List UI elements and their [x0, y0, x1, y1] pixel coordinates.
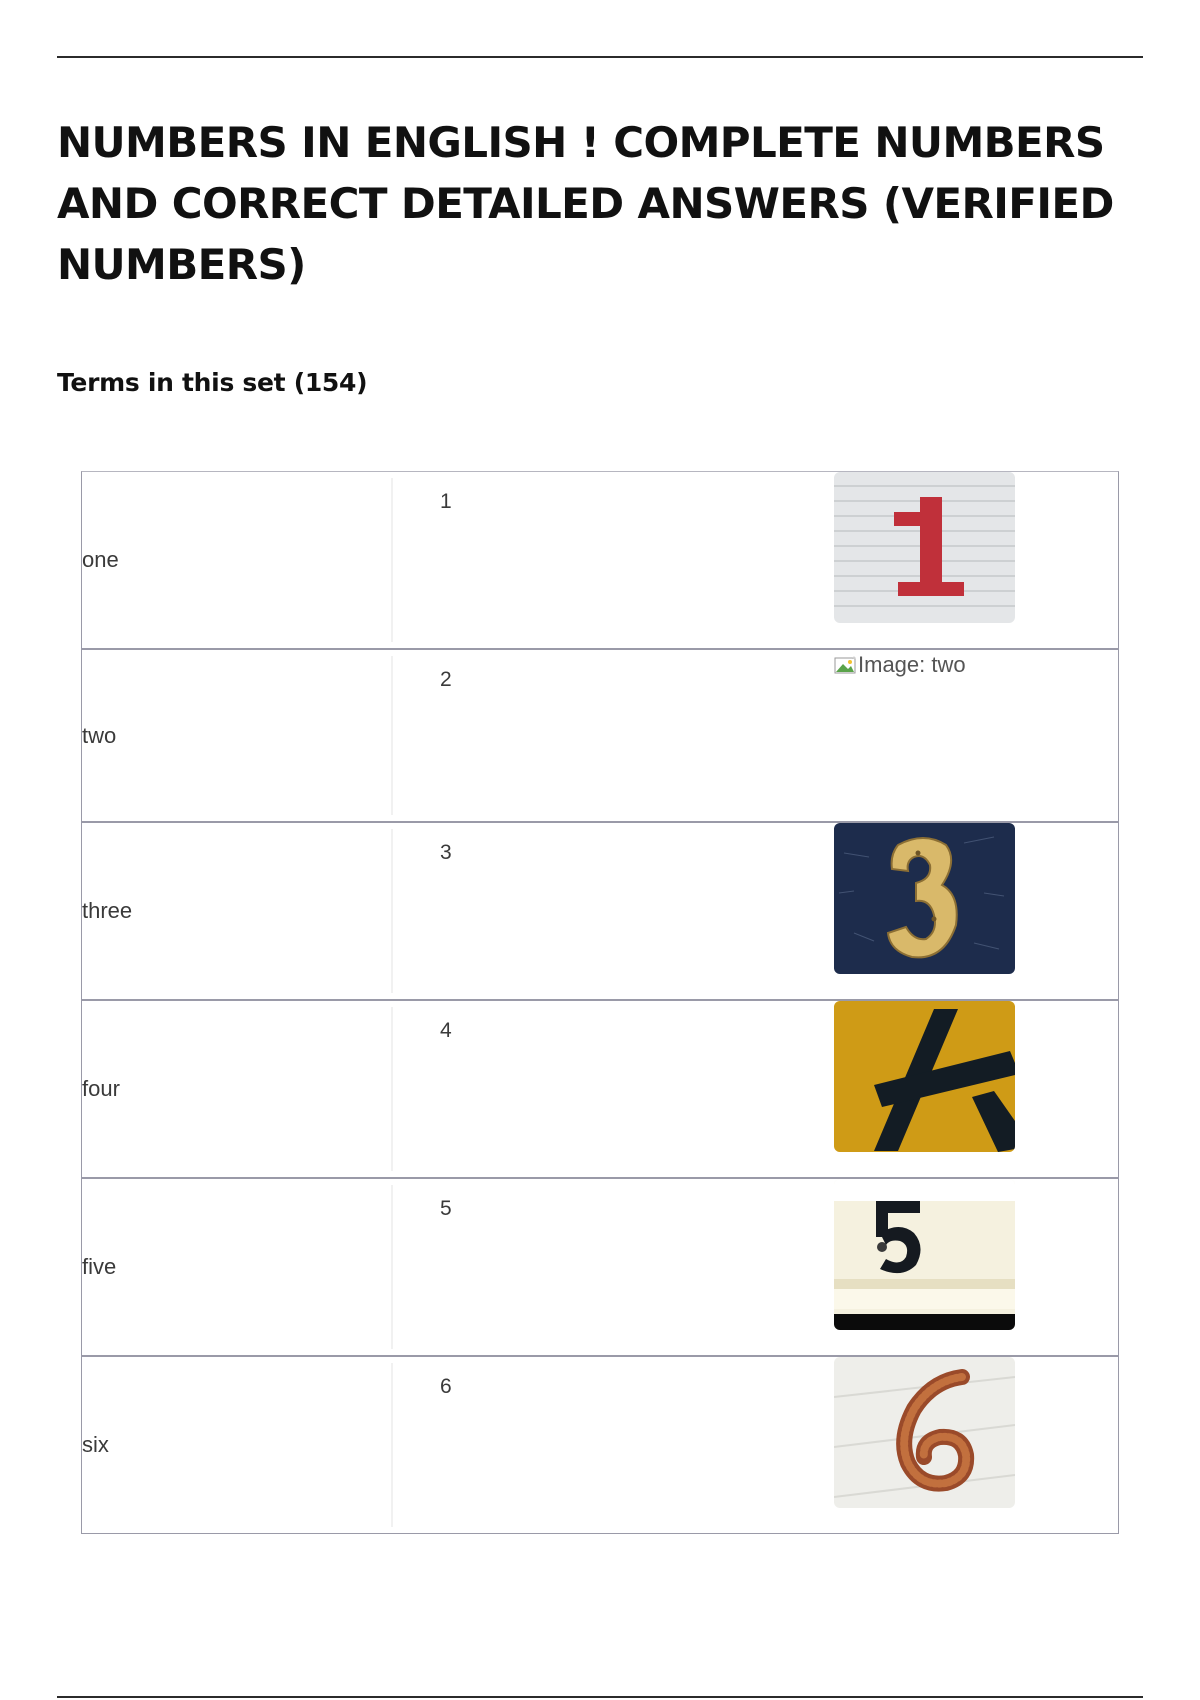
term-image-one — [834, 472, 1015, 623]
term-text: six — [82, 1432, 109, 1457]
definition-text: 2 — [440, 668, 452, 691]
definition-text: 5 — [440, 1197, 452, 1220]
term-image-five — [834, 1179, 1015, 1330]
column-divider — [391, 1185, 393, 1349]
term-image-six — [834, 1357, 1015, 1508]
term-image-four — [834, 1001, 1015, 1152]
term-text: one — [82, 547, 119, 572]
broken-image-icon — [834, 655, 856, 675]
document-title: NUMBERS IN ENGLISH ! COMPLETE NUMBERS AND CORRECT DETAILED ANSWERS (VERIFIED NUMBERS) — [57, 118, 1114, 289]
column-divider — [391, 1007, 393, 1171]
term-text: two — [82, 722, 117, 748]
term-row — [81, 471, 1119, 649]
broken-image-placeholder — [834, 652, 966, 678]
image-alt-text: Image: two — [858, 652, 966, 677]
column-divider — [391, 478, 393, 642]
term-row — [81, 649, 1119, 822]
terms-table — [81, 471, 1119, 1534]
term-row — [81, 1178, 1119, 1356]
term-row — [81, 1000, 1119, 1178]
definition-text: 3 — [440, 841, 452, 864]
column-divider — [391, 829, 393, 993]
term-text: four — [82, 1076, 120, 1101]
term-row — [81, 822, 1119, 1000]
definition-text: 4 — [440, 1019, 452, 1042]
definition-text: 6 — [440, 1375, 452, 1398]
bottom-divider — [57, 1696, 1143, 1698]
term-image-three — [834, 823, 1015, 974]
terms-count-heading: Terms in this set (154) — [57, 368, 368, 397]
definition-text: 1 — [440, 490, 452, 513]
top-divider — [57, 56, 1143, 58]
column-divider — [391, 1363, 393, 1527]
term-text: three — [82, 898, 133, 923]
column-divider — [391, 656, 393, 815]
term-row — [81, 1356, 1119, 1534]
term-text: five — [82, 1254, 117, 1279]
